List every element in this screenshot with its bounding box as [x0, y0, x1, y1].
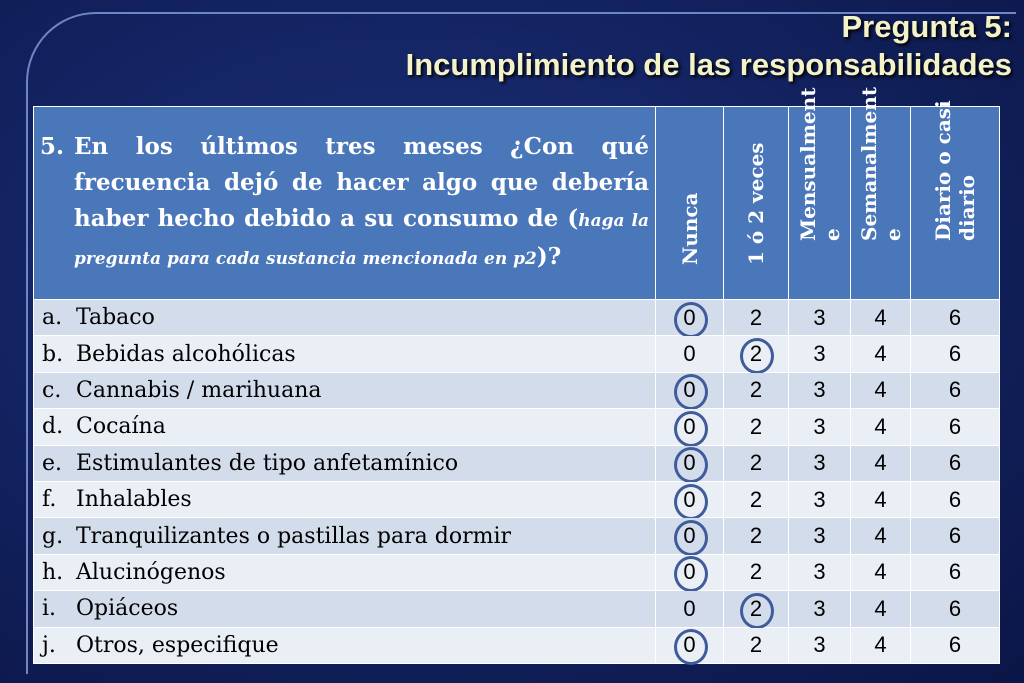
option-value: 2 — [749, 341, 763, 367]
title-line-2: Incumplimiento de las responsabilidades — [405, 47, 1012, 82]
response-option[interactable] — [724, 300, 789, 336]
table-row — [34, 518, 1000, 554]
option-value: 6 — [948, 304, 962, 330]
response-option[interactable] — [724, 518, 789, 554]
column-label: Semanalment e — [856, 86, 905, 241]
column-header-semanalmente — [851, 86, 911, 300]
option-value: 3 — [813, 559, 826, 585]
response-option[interactable] — [851, 409, 911, 445]
column-label: Diario o casi diario — [931, 100, 979, 241]
question-text-italic: haga la pregunta para cada sustancia mencionada en p2 — [74, 211, 649, 269]
row-letter: e. — [42, 450, 63, 476]
response-option[interactable] — [851, 481, 911, 517]
row-label: Tabaco — [76, 305, 155, 331]
response-option[interactable] — [789, 372, 851, 408]
option-value: 3 — [813, 304, 826, 330]
option-value: 4 — [874, 304, 887, 330]
substance-label — [34, 445, 656, 481]
row-label: Alucinógenos — [76, 559, 226, 585]
option-value: 2 — [749, 304, 763, 330]
table-row — [34, 409, 1000, 445]
option-value: 3 — [813, 486, 826, 512]
response-option[interactable] — [656, 409, 724, 445]
option-value: 4 — [874, 413, 887, 439]
response-option[interactable] — [724, 591, 789, 627]
option-value: 2 — [749, 632, 763, 658]
response-option[interactable] — [656, 481, 724, 517]
response-option[interactable] — [789, 300, 851, 336]
response-option[interactable] — [789, 591, 851, 627]
substance-label — [34, 409, 656, 445]
selected-circle-mark — [740, 593, 774, 629]
row-letter: a. — [42, 305, 63, 331]
question-table — [33, 86, 1000, 664]
option-value: 4 — [874, 632, 887, 658]
option-value: 0 — [683, 304, 696, 330]
row-letter: c. — [42, 377, 62, 403]
option-value: 3 — [813, 632, 826, 658]
table-row — [34, 300, 1000, 336]
response-option[interactable] — [724, 481, 789, 517]
table-row — [34, 336, 1000, 372]
option-value: 6 — [948, 413, 962, 439]
column-label: Mensualment e — [795, 87, 844, 241]
column-label: Nunca — [677, 192, 702, 265]
response-option[interactable] — [911, 591, 1000, 627]
response-option[interactable] — [911, 554, 1000, 590]
option-value: 0 — [683, 632, 696, 658]
table-body — [34, 300, 1000, 664]
column-header-diario — [911, 100, 1000, 300]
response-option[interactable] — [724, 627, 789, 663]
response-option[interactable] — [911, 518, 1000, 554]
option-value: 0 — [683, 559, 696, 585]
row-letter: h. — [42, 559, 64, 585]
response-option[interactable] — [789, 409, 851, 445]
row-letter: b. — [42, 341, 64, 367]
column-header-1-2-veces — [724, 107, 789, 300]
response-option[interactable] — [851, 336, 911, 372]
option-value: 6 — [948, 377, 962, 403]
selected-circle-mark — [674, 629, 708, 665]
row-label: Cannabis / marihuana — [76, 377, 322, 403]
response-option[interactable] — [656, 627, 724, 663]
selected-circle-mark — [740, 338, 774, 374]
response-option[interactable] — [911, 481, 1000, 517]
substance-label — [34, 554, 656, 590]
option-value: 2 — [749, 377, 763, 403]
response-option[interactable] — [851, 445, 911, 481]
response-option[interactable] — [789, 518, 851, 554]
response-option[interactable] — [851, 372, 911, 408]
response-option[interactable] — [656, 518, 724, 554]
response-option[interactable] — [911, 336, 1000, 372]
slide-title — [406, 8, 1012, 84]
table-row — [34, 591, 1000, 627]
option-value: 0 — [683, 486, 696, 512]
table-row — [34, 627, 1000, 663]
option-value: 4 — [874, 341, 887, 367]
response-option[interactable] — [911, 409, 1000, 445]
title-line-1: Pregunta 5: — [841, 9, 1012, 44]
response-option[interactable] — [851, 300, 911, 336]
option-value: 6 — [948, 559, 962, 585]
response-option[interactable] — [724, 336, 789, 372]
table-row — [34, 481, 1000, 517]
option-value: 4 — [874, 523, 887, 549]
option-value: 0 — [683, 413, 696, 439]
selected-circle-mark — [674, 484, 708, 520]
row-label: Estimulantes de tipo anfetamínico — [76, 450, 459, 476]
option-value: 0 — [683, 377, 696, 403]
option-value: 2 — [749, 595, 763, 621]
response-option[interactable] — [789, 627, 851, 663]
selected-circle-mark — [674, 302, 708, 338]
option-value: 6 — [948, 450, 962, 476]
substance-label — [34, 518, 656, 554]
option-value: 0 — [683, 595, 696, 621]
response-option[interactable] — [724, 409, 789, 445]
substance-label — [34, 627, 656, 663]
response-option[interactable] — [656, 554, 724, 590]
response-option[interactable] — [724, 372, 789, 408]
response-option[interactable] — [656, 300, 724, 336]
option-value: 6 — [948, 486, 962, 512]
response-option[interactable] — [851, 591, 911, 627]
selected-circle-mark — [674, 447, 708, 483]
option-value: 6 — [948, 341, 962, 367]
response-option[interactable] — [656, 445, 724, 481]
option-value: 4 — [874, 377, 887, 403]
table-row — [34, 445, 1000, 481]
row-letter: j. — [42, 632, 56, 658]
column-header-mensualmente — [789, 87, 851, 300]
response-option[interactable] — [656, 591, 724, 627]
selected-circle-mark — [674, 520, 708, 556]
row-label: Tranquilizantes o pastillas para dormir — [76, 523, 512, 549]
option-value: 4 — [874, 595, 887, 621]
option-value: 0 — [683, 341, 696, 367]
option-value: 6 — [948, 632, 962, 658]
option-value: 3 — [813, 341, 826, 367]
row-letter: i. — [42, 596, 57, 622]
table-row — [34, 554, 1000, 590]
substance-label — [34, 372, 656, 408]
option-value: 3 — [813, 413, 826, 439]
row-letter: g. — [42, 523, 64, 549]
option-value: 2 — [749, 450, 763, 476]
response-option[interactable] — [911, 627, 1000, 663]
question-text-end: )? — [536, 243, 562, 270]
option-value: 6 — [948, 523, 962, 549]
question-header — [34, 107, 656, 300]
option-value: 3 — [813, 450, 826, 476]
selected-circle-mark — [674, 374, 708, 410]
response-option[interactable] — [851, 554, 911, 590]
response-option[interactable] — [911, 372, 1000, 408]
substance-label — [34, 300, 656, 336]
option-value: 6 — [948, 595, 962, 621]
option-value: 3 — [813, 377, 826, 403]
option-value: 0 — [683, 450, 696, 476]
question-text — [74, 129, 649, 277]
response-option[interactable] — [789, 481, 851, 517]
row-letter: d. — [42, 414, 64, 440]
option-value: 4 — [874, 450, 887, 476]
option-value: 0 — [683, 523, 696, 549]
response-option[interactable] — [911, 300, 1000, 336]
response-option[interactable] — [789, 554, 851, 590]
row-label: Bebidas alcohólicas — [76, 341, 296, 367]
substance-label — [34, 591, 656, 627]
option-value: 2 — [749, 413, 763, 439]
substance-label — [34, 336, 656, 372]
option-value: 3 — [813, 595, 826, 621]
option-value: 4 — [874, 486, 887, 512]
substance-label — [34, 481, 656, 517]
response-option[interactable] — [911, 445, 1000, 481]
question-text-main: En los últimos tres meses ¿Con qué frecuencia dejó de hacer algo que debería haber hecho debido a su consumo de ( — [74, 133, 649, 232]
selected-circle-mark — [674, 411, 708, 447]
row-label: Opiáceos — [76, 596, 179, 622]
response-option[interactable] — [851, 518, 911, 554]
option-value: 2 — [749, 559, 763, 585]
selected-circle-mark — [674, 556, 708, 592]
response-option[interactable] — [724, 445, 789, 481]
column-header-nunca — [656, 107, 724, 300]
question-number: 5. — [40, 133, 65, 160]
option-value: 2 — [749, 486, 763, 512]
option-value: 2 — [749, 523, 763, 549]
table-row — [34, 372, 1000, 408]
table-header-row — [34, 107, 1000, 300]
option-value: 4 — [874, 559, 887, 585]
option-value: 3 — [813, 523, 826, 549]
row-label: Inhalables — [76, 487, 192, 513]
response-option[interactable] — [851, 627, 911, 663]
row-label: Cocaína — [76, 414, 166, 440]
response-option[interactable] — [656, 372, 724, 408]
response-option[interactable] — [724, 554, 789, 590]
column-label: 1 ó 2 veces — [744, 142, 768, 265]
row-label: Otros, especifique — [76, 632, 279, 658]
response-option[interactable] — [789, 445, 851, 481]
response-option[interactable] — [789, 336, 851, 372]
response-option[interactable] — [656, 336, 724, 372]
row-letter: f. — [42, 487, 57, 513]
